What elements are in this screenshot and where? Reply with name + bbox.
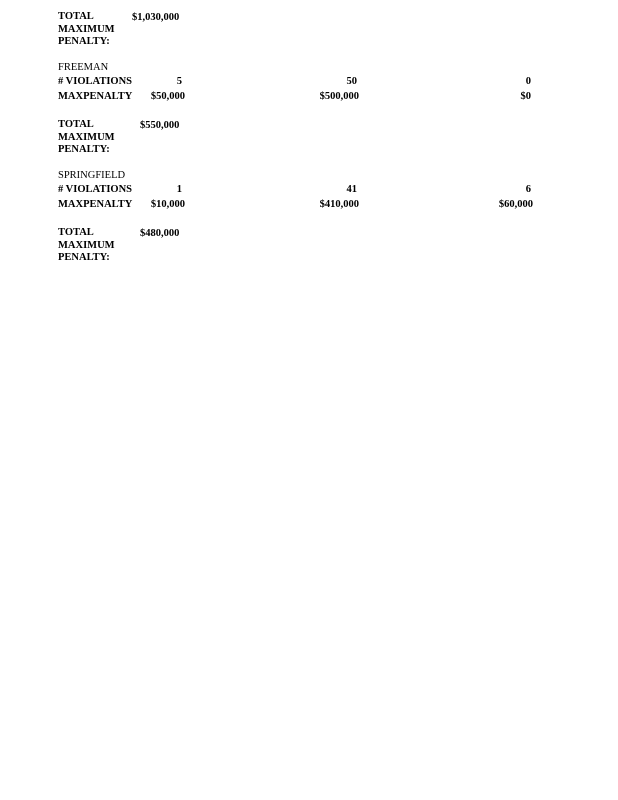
maxpenalty-value-col2: $500,000 (319, 91, 359, 102)
total-max-penalty-label: TOTAL MAXIMUM PENALTY: (58, 119, 115, 153)
total-max-penalty-value: $550,000 (140, 120, 180, 131)
violations-value-col2: 41 (346, 184, 357, 195)
total-max-penalty-value: $480,000 (140, 228, 180, 239)
total-max-penalty-value: $1,030,000 (132, 12, 180, 23)
maxpenalty-label: MAXPENALTY (58, 91, 133, 102)
violations-label: # VIOLATIONS (58, 76, 133, 87)
violations-value-col1: 1 (176, 184, 182, 195)
total-max-penalty-label: TOTAL MAXIMUM PENALTY: (58, 227, 115, 261)
section-name-springfield: SPRINGFIELD (58, 170, 126, 181)
violations-label: # VIOLATIONS (58, 184, 133, 195)
violations-value-col1: 5 (176, 76, 182, 87)
violations-value-col3: 6 (525, 184, 531, 195)
violations-value-col3: 0 (525, 76, 531, 87)
maxpenalty-value-col3: $0 (520, 91, 531, 102)
total-max-penalty-label: TOTAL MAXIMUM PENALTY: (58, 11, 115, 47)
maxpenalty-value-col1: $50,000 (150, 91, 185, 102)
violations-value-col2: 50 (346, 76, 357, 87)
maxpenalty-value-col1: $10,000 (150, 199, 185, 210)
maxpenalty-value-col3: $60,000 (498, 199, 533, 210)
maxpenalty-value-col2: $410,000 (319, 199, 359, 210)
maxpenalty-label: MAXPENALTY (58, 199, 133, 210)
section-name-freeman: FREEMAN (58, 62, 109, 73)
